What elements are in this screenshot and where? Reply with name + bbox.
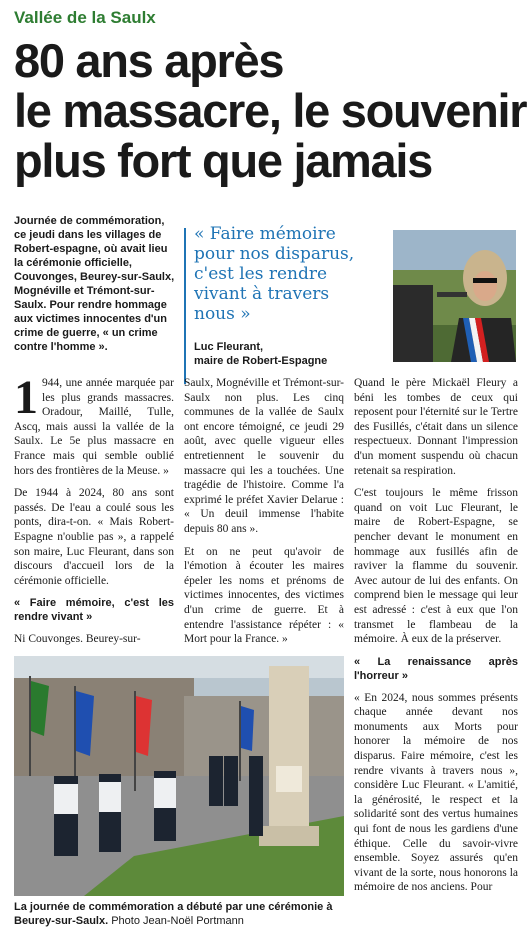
body-paragraph: De 1944 à 2024, 80 ans sont passés. De l'eau a coulé sous les ponts, dira-t-on. « Mais Robert-Espagne n'oublie pas », a rappelé son maire, Luc Fleurant, dans son discours d'accueil lors de la cérémonie officielle. xyxy=(14,487,174,587)
subheading: « Faire mémoire, c'est les rendre vivant » xyxy=(14,597,174,624)
quote-author xyxy=(194,340,327,368)
drop-cap: 1 xyxy=(14,371,38,424)
portrait-photo xyxy=(393,230,516,362)
subheading: « La renaissance après l'horreur » xyxy=(354,655,518,682)
body-paragraph: Quand le père Mickaël Fleury a béni les tombes de ceux qui reposent pour l'éternité sur le Tertre des Fusillés, c'était dans un silence respectueux. Donnant l'impression d'un moment suspendu où chacun retenait sa respiration. xyxy=(354,377,518,477)
photo-caption xyxy=(14,900,344,928)
headline-line: 80 ans après xyxy=(14,34,284,87)
article-column-2 xyxy=(184,376,344,655)
article-column-3 xyxy=(354,376,518,903)
quote-bar xyxy=(184,228,186,384)
photo-credit: Photo Jean-Noël Portmann xyxy=(111,915,244,927)
caption-text: La journée de commémoration a débuté par une cérémonie à Beurey-sur-Saulx. xyxy=(14,901,333,927)
section-kicker: Vallée de la Saulx xyxy=(14,8,156,27)
headline-line: plus fort que jamais xyxy=(14,134,432,187)
quote-author-role: maire de Robert-Espagne xyxy=(194,355,328,367)
article-column-1 xyxy=(14,371,174,655)
headline-line: le massacre, le souvenir xyxy=(14,84,527,137)
body-paragraph: C'est toujours le même frisson quand on voit Luc Fleurant, le maire de Robert-Espagne, se pencher devant le monument en hommage aux fusillés afin de raviver la flamme du souvenir. Avec autour de lui des enfants. On comprend bien le message qui leur est adressé : c'est à eux que l'on transmet le flambeau de la mémoire. À eux de la préserver. xyxy=(354,487,518,646)
body-paragraph: Ni Couvonges. Beurey-sur- xyxy=(14,633,141,646)
pull-quote: « Faire mémoire pour nos disparus, c'est les rendre vivant à travers nous » xyxy=(194,224,355,324)
body-paragraph: 944, une année marquée par les plus grands massacres. Oradour, Maillé, Tulle, Ascq, mais aussi la vallée de la Saulx. Le 5e plus massacre en France mais qui semble oublié hors des frontières de la Meuse. » xyxy=(14,377,174,477)
body-paragraph: Et on ne peut qu'avoir de l'émotion à écouter les maires épeler les noms et prénoms de victimes innocentes, des victimes d'un crime de guerre. Et à entendre l'assistance répéter : « Mort pour la France. » xyxy=(184,545,344,646)
lead-paragraph: Journée de commémoration, ce jeudi dans les villages de Robert-espagne, où avait lieu la cérémonie officielle, Couvonges, Beurey-sur-Saulx, Mognéville et Trémont-sur-Saulx. Pour rendre hommage aux victimes innocentes d'un crime de guerre, « un crime contre l'homme ». xyxy=(14,215,175,353)
body-paragraph: Saulx, Mognéville et Trémont-sur-Saulx non plus. Les cinq communes de la vallée de Saulx ont encore témoigné, ce jeudi 29 août, avec quelle vigueur elles entretiennent le souvenir du massacre qui les a touchées. Une tragédie de l'histoire. Comme l'a exprimé le préfet Xavier Delarue : « Un deuil immense l'habite depuis 80 ans ». xyxy=(184,377,344,535)
body-paragraph: « En 2024, nous sommes présents chaque année devant nos monuments aux Morts pour honorer la mémoire de nos disparus. Faire mémoire, c'est les rendre vivants à travers nous », considère Luc Fleurant. « L'amitié, la générosité, le respect et la solidarité sont des vertus humaines qui font de nous les gardiens d'une éthique. Celle du savoir-vivre ensemble. Soyez assurés qu'en vivant de la sorte, nous honorons la mémoire de nos anciens. Pour xyxy=(354,691,518,894)
headline xyxy=(14,34,527,187)
ceremony-photo xyxy=(14,656,344,896)
quote-author-name: Luc Fleurant, xyxy=(194,341,264,353)
